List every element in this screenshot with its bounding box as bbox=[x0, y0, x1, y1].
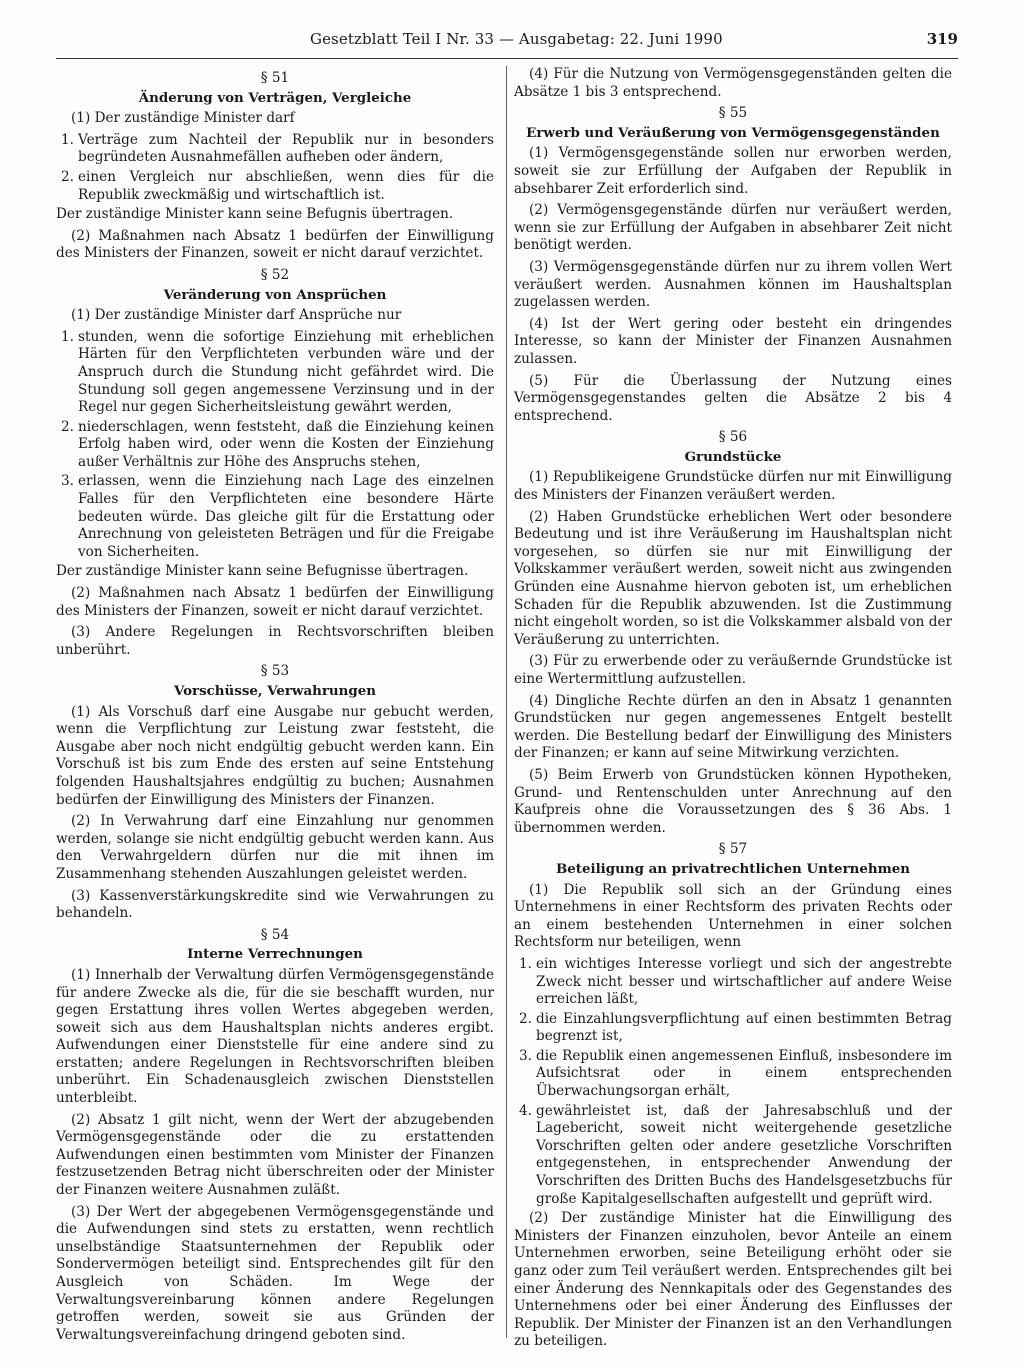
paragraph: (2) Der zuständige Minister hat die Einwilligung des Ministers der Finanzen einzuholen, bevor Anteile an einem Unternehmen erworben, seine Beteiligung erhöht oder sie ganz oder zum Teil veräußert werden. Entsprechendes gilt bei einer Änderung des Nennkapitals oder des Gegenstandes des Unternehmens oder bei einer Änderung des Einflusses der Republik. Der Minister der Finanzen ist an den Verhandlungen zu beteiligen. bbox=[514, 1210, 952, 1350]
paragraph: (5) Für die Überlassung der Nutzung eines Vermögensgegenstandes gelten die Absätze 2 bis 4 entsprechend. bbox=[514, 372, 952, 424]
section-title: Erwerb und Veräußerung von Vermögensgegenständen bbox=[526, 124, 940, 141]
paragraph: (2) Haben Grundstücke erheblichen Wert oder besondere Bedeutung und ist ihre Veräußerung im Haushaltsplan nicht vorgesehen, so dürfen sie nur mit Einwilligung der Volkskammer veräußert werden, soweit nicht aus zwingenden Gründen eine Ausnahme hiervon geboten ist, um erheblichen Schaden für die Republik abzuwenden. Ist die Zustimmung nicht eingeholt worden, so ist die Volkskammer alsbald von der Veräußerung zu unterrichten. bbox=[514, 508, 952, 648]
item-text: Verträge zum Nachteil der Republik nur in besonders begründeten Ausnahmefällen aufheben oder ändern, bbox=[78, 131, 494, 166]
paragraph: (2) Maßnahmen nach Absatz 1 bedürfen der Einwilligung des Ministers der Finanzen, soweit er nicht darauf verzichtet. bbox=[56, 585, 494, 619]
section-title: Veränderung von Ansprüchen bbox=[163, 286, 387, 303]
section-number: § 57 bbox=[718, 841, 748, 858]
item-text: die Republik einen angemessenen Einfluß, insbesondere im Aufsichtsrat oder in einem entsprechenden Überwachungsorgan erhält, bbox=[536, 1047, 952, 1100]
paragraph: (4) Dingliche Rechte dürfen an den in Absatz 1 genannten Grundstücken nur gegen angemessenes Entgelt bestellt werden. Die Bestellung bedarf der Einwilligung des Ministers der Finanzen; er kann auf seine Mitwirkung verzichten. bbox=[514, 692, 952, 762]
paragraph: (1) Der zuständige Minister darf bbox=[71, 110, 295, 127]
item-text: gewährleistet ist, daß der Jahresabschluß und der Lagebericht, soweit nicht weitergehende gesetzliche Vorschriften gelten oder andere gesetzliche Vorschriften entgegenstehen, in entsprechender Anwendung der Vorschriften des Dritten Buchs des Handelsgesetzbuchs für große Kapitalgesellschaften aufgestellt und geprüft wird. bbox=[536, 1102, 952, 1207]
paragraph: Der zuständige Minister kann seine Befugnisse übertragen. bbox=[56, 563, 469, 580]
list-item bbox=[514, 1103, 952, 1209]
item-text: stunden, wenn die sofortige Einziehung mit erheblichen Härten für den Verpflichteten verbunden wäre und der Anspruch durch die Stundung nicht gefährdet wird. Die Stundung soll gegen angemessene Verzinsung und in der Regel nur gegen Sicherheitsleistung gewährt werden, bbox=[78, 328, 494, 416]
list-item bbox=[514, 1048, 952, 1101]
paragraph: (3) Der Wert der abgegebenen Vermögensgegenstände und die Aufwendungen sind stets zu erstatten, wenn rechtlich unselbständige Staatsunternehmen der Republik oder Sondervermögen beteiligt sind. Entsprechendes gilt für den Ausgleich von Schäden. Im Wege der Verwaltungsvereinbarung können andere Regelungen getroffen werden, soweit sie aus Gründen der Verwaltungsvereinfachung dringend geboten sind. bbox=[56, 1203, 494, 1343]
section-number: § 54 bbox=[260, 926, 290, 943]
section-number: § 53 bbox=[260, 663, 290, 680]
list-item bbox=[56, 419, 494, 472]
list-item bbox=[56, 169, 494, 204]
item-number: 1. bbox=[61, 328, 74, 345]
header-title: Gesetzblatt Teil I Nr. 33 — Ausgabetag: 22. Juni 1990 bbox=[310, 30, 723, 48]
list-item bbox=[56, 132, 494, 167]
item-text: ein wichtiges Interesse vorliegt und sich der angestrebte Zweck nicht besser und wirtschaftlicher auf andere Weise erreichen läßt, bbox=[536, 955, 952, 1008]
item-number: 1. bbox=[61, 131, 74, 148]
list-item bbox=[56, 329, 494, 417]
right-column bbox=[514, 66, 952, 1355]
item-text: niederschlagen, wenn feststeht, daß die Einziehung keinen Erfolg haben wird, oder wenn die Kosten der Einziehung außer Verhältnis zur Höhe des Anspruchs stehen, bbox=[78, 418, 494, 470]
item-number: 3. bbox=[61, 473, 74, 490]
paragraph: (3) Kassenverstärkungskredite sind wie Verwahrungen zu behandeln. bbox=[56, 887, 494, 922]
column-divider bbox=[506, 66, 507, 1338]
item-list bbox=[56, 132, 494, 204]
item-text: einen Vergleich nur abschließen, wenn dies für die Republik zweckmäßig und wirtschaftlich ist. bbox=[78, 168, 494, 203]
paragraph: (3) Für zu erwerbende oder zu veräußernde Grundstücke ist eine Wertermittlung aufzustellen. bbox=[514, 653, 952, 687]
paragraph: (1) Republikeigene Grundstücke dürfen nur mit Einwilligung des Ministers der Finanzen veräußert werden. bbox=[514, 469, 952, 504]
left-column bbox=[56, 66, 494, 1348]
paragraph: (2) Maßnahmen nach Absatz 1 bedürfen der Einwilligung des Ministers der Finanzen, soweit er nicht darauf verzichtet. bbox=[56, 227, 494, 262]
section-number: § 52 bbox=[260, 266, 290, 283]
list-item bbox=[56, 473, 494, 561]
section-title: Beteiligung an privatrechtlichen Unternehmen bbox=[555, 860, 911, 877]
item-number: 1. bbox=[519, 955, 532, 972]
paragraph: (2) In Verwahrung darf eine Einzahlung nur genommen werden, solange sie nicht endgültig gebucht werden kann. Aus den Verwahrgeldern dürfen nur die mit ihnen im Zusammenhang stehenden Auszahlungen geleistet werden. bbox=[56, 813, 494, 882]
section-number: § 51 bbox=[260, 70, 290, 86]
paragraph: (1) Der zuständige Minister darf Ansprüche nur bbox=[71, 307, 402, 324]
section-number: § 55 bbox=[718, 105, 748, 122]
item-list bbox=[56, 329, 494, 562]
page-number: 319 bbox=[926, 30, 958, 48]
paragraph: (3) Andere Regelungen in Rechtsvorschriften bleiben unberührt. bbox=[56, 624, 494, 658]
item-number: 2. bbox=[61, 418, 74, 435]
section-title: Änderung von Verträgen, Vergleiche bbox=[138, 89, 412, 106]
section-title: Interne Verrechnungen bbox=[187, 946, 363, 963]
section-title: Grundstücke bbox=[684, 448, 782, 465]
item-number: 4. bbox=[519, 1102, 532, 1119]
paragraph: (2) Absatz 1 gilt nicht, wenn der Wert der abzugebenden Vermögensgegenstände oder die zu erstattenden Aufwendungen einen bestimmten vom Minister der Finanzen festzusetzenden Betrag nicht überschreiten oder der Minister der Finanzen weitere Ausnahmen zuläßt. bbox=[56, 1111, 494, 1199]
item-text: die Einzahlungsverpflichtung auf einen bestimmten Betrag begrenzt ist, bbox=[536, 1010, 952, 1045]
item-number: 2. bbox=[61, 168, 74, 185]
paragraph: (3) Vermögensgegenstände dürfen nur zu ihrem vollen Wert veräußert werden. Ausnahmen können im Haushaltsplan zugelassen werden. bbox=[514, 258, 952, 311]
paragraph: (1) Vermögensgegenstände sollen nur erworben werden, soweit sie zur Erfüllung der Aufgaben der Republik in absehbarer Zeit erforderlich sind. bbox=[514, 145, 952, 197]
list-item bbox=[514, 1011, 952, 1046]
paragraph: (5) Beim Erwerb von Grundstücken können Hypotheken, Grund- und Rentenschulden unter Anrechnung auf den Kaufpreis ohne die Voraussetzungen des § 36 Abs. 1 übernommen werden. bbox=[514, 766, 952, 836]
paragraph: (1) Die Republik soll sich an der Gründung eines Unternehmens in einer Rechtsform des privaten Rechts oder an einem bestehenden Unternehmen in einer solchen Rechtsform nur beteiligen, wenn bbox=[514, 881, 952, 951]
item-list bbox=[514, 956, 952, 1208]
paragraph: (1) Als Vorschuß darf eine Ausgabe nur gebucht werden, wenn die Verpflichtung zur Leistung zwar feststeht, die Ausgabe aber noch nicht endgültig gebucht werden kann. Ein Vorschuß ist bis zum Ende des ersten auf seine Entstehung folgenden Haushaltsjahres endgültig zu buchen; Ausnahmen bedürfen der Einwilligung des Ministers der Finanzen. bbox=[56, 703, 494, 808]
paragraph: (2) Vermögensgegenstände dürfen nur veräußert werden, wenn sie zur Erfüllung der Aufgaben in absehbarer Zeit nicht benötigt werden. bbox=[514, 202, 952, 254]
paragraph: Der zuständige Minister kann seine Befugnis übertragen. bbox=[56, 206, 454, 223]
list-item bbox=[514, 956, 952, 1009]
item-number: 3. bbox=[519, 1047, 532, 1064]
page-header bbox=[56, 28, 958, 59]
paragraph: (1) Innerhalb der Verwaltung dürfen Vermögensgegenstände für andere Zwecke als die, für die sie beschafft wurden, nur gegen Erstattung ihres vollen Wertes abgegeben werden, soweit sich aus dem Haushaltsplan nichts anderes ergibt. Aufwendungen einer Dienststelle für eine andere sind zu erstatten; andere Regelungen in Rechtsvorschriften bleiben unberührt. Ein Schadenausgleich zwischen Dienststellen unterbleibt. bbox=[56, 966, 494, 1107]
section-title: Vorschüsse, Verwahrungen bbox=[173, 683, 377, 699]
section-number: § 56 bbox=[718, 429, 748, 446]
paragraph: (4) Für die Nutzung von Vermögensgegenständen gelten die Absätze 1 bis 3 entsprechend. bbox=[514, 66, 952, 100]
paragraph: (4) Ist der Wert gering oder besteht ein dringendes Interesse, so kann der Minister der Finanzen Ausnahmen zulassen. bbox=[514, 315, 952, 367]
item-number: 2. bbox=[519, 1010, 532, 1027]
item-text: erlassen, wenn die Einziehung nach Lage des einzelnen Falles für den Verpflichteten eine besondere Härte bedeuten würde. Das gleiche gilt für die Erstattung oder Anrechnung von geleisteten Beträgen und für die Freigabe von Sicherheiten. bbox=[78, 473, 494, 560]
